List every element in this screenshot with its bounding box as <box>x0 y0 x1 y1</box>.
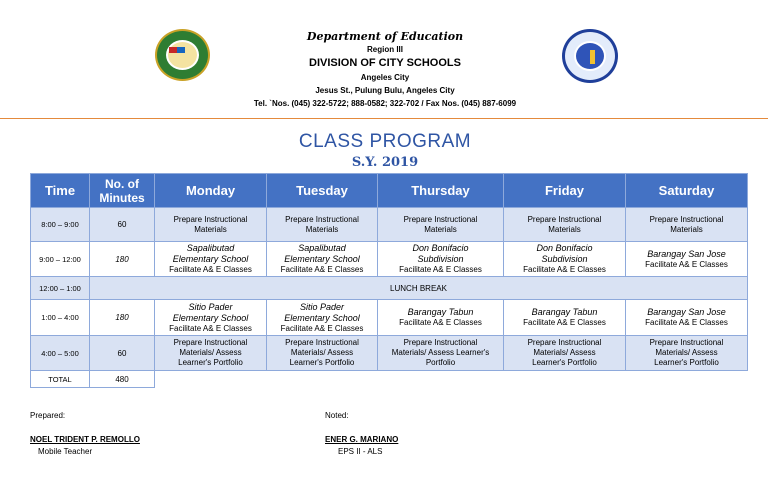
total-row <box>31 371 748 388</box>
col-header-thursday: Thursday <box>378 174 504 208</box>
saturday-cell: Barangay San Jose Facilitate A& E Classes <box>626 242 748 277</box>
city: Angeles City <box>360 73 410 82</box>
table-row <box>31 300 748 336</box>
preparer-name: NOEL TRIDENT P. REMOLLO <box>30 435 140 444</box>
tuesday-cell: Prepare Instructional Materials <box>267 208 378 242</box>
header-divider <box>0 118 768 119</box>
col-header-monday: Monday <box>155 174 267 208</box>
friday-cell: Prepare Instructional Materials <box>504 208 626 242</box>
noted-label: Noted: <box>325 411 349 420</box>
col-header-friday: Friday <box>504 174 626 208</box>
department-name: Department of Education <box>306 30 464 43</box>
time-cell: 4:00 – 5:00 <box>31 336 90 371</box>
deped-seal-logo <box>562 29 618 83</box>
thursday-cell: Prepare Instructional Materials <box>378 208 504 242</box>
minutes-cell: 60 <box>90 336 155 371</box>
region: Region III <box>367 45 403 54</box>
friday-cell: Prepare Instructional Materials/ Assess Learner's Portfolio <box>504 336 626 371</box>
thursday-cell: Prepare Instructional Materials/ Assess Learner's Portfolio <box>378 336 504 371</box>
monday-cell: Sitio Pader Elementary School Facilitate A& E Classes <box>155 300 267 336</box>
lunch-break-cell: LUNCH BREAK <box>90 277 748 300</box>
time-cell: 9:00 – 12:00 <box>31 242 90 277</box>
preparer-title: Mobile Teacher <box>38 447 93 456</box>
address: Jesus St., Pulung Bulu, Angeles City <box>315 86 455 95</box>
division-name: DIVISION OF CITY SCHOOLS <box>309 57 461 69</box>
header-row <box>31 174 748 208</box>
tuesday-cell: Sitio Pader Elementary School Facilitate A& E Classes <box>267 300 378 336</box>
noter-name: ENER G. MARIANO <box>325 435 399 444</box>
col-header-time: Time <box>31 174 90 208</box>
noter-title: EPS II - ALS <box>338 447 383 456</box>
thursday-cell: Don Bonifacio Subdivision Facilitate A& E Classes <box>378 242 504 277</box>
minutes-cell: 60 <box>90 208 155 242</box>
time-cell: 1:00 – 4:00 <box>31 300 90 336</box>
prepared-label: Prepared: <box>30 411 66 420</box>
tuesday-cell: Sapalibutad Elementary School Facilitate A& E Classes <box>267 242 378 277</box>
monday-cell: Sapalibutad Elementary School Facilitate A& E Classes <box>155 242 267 277</box>
total-label: TOTAL <box>31 371 90 388</box>
minutes-cell: 180 <box>90 242 155 277</box>
total-minutes: 480 <box>90 371 155 388</box>
table-row <box>31 208 748 242</box>
col-header-saturday: Saturday <box>626 174 748 208</box>
friday-cell: Don Bonifacio Subdivision Facilitate A& E Classes <box>504 242 626 277</box>
time-cell: 12:00 – 1:00 <box>31 277 90 300</box>
school-year: S.Y. 2019 <box>351 155 419 170</box>
tuesday-cell: Prepare Instructional Materials/ Assess Learner's Portfolio <box>267 336 378 371</box>
table-row <box>31 277 748 300</box>
monday-cell: Prepare Instructional Materials/ Assess Learner's Portfolio <box>155 336 267 371</box>
page-title: CLASS PROGRAM <box>298 131 472 152</box>
saturday-cell: Barangay San Jose Facilitate A& E Classes <box>626 300 748 336</box>
table-row <box>31 242 748 277</box>
friday-cell: Barangay Tabun Facilitate A& E Classes <box>504 300 626 336</box>
col-header-minutes: No. of Minutes <box>90 174 155 208</box>
thursday-cell: Barangay Tabun Facilitate A& E Classes <box>378 300 504 336</box>
minutes-cell: 180 <box>90 300 155 336</box>
saturday-cell: Prepare Instructional Materials/ Assess Learner's Portfolio <box>626 336 748 371</box>
monday-cell: Prepare Instructional Materials <box>155 208 267 242</box>
col-header-tuesday: Tuesday <box>267 174 378 208</box>
table-row <box>31 336 748 371</box>
time-cell: 8:00 – 9:00 <box>31 208 90 242</box>
telephone: Tel. `Nos. (045) 322-5722; 888-0582; 322-702 / Fax Nos. (045) 887-6099 <box>253 99 517 108</box>
saturday-cell: Prepare Instructional Materials <box>626 208 748 242</box>
class-program-table <box>30 173 748 388</box>
